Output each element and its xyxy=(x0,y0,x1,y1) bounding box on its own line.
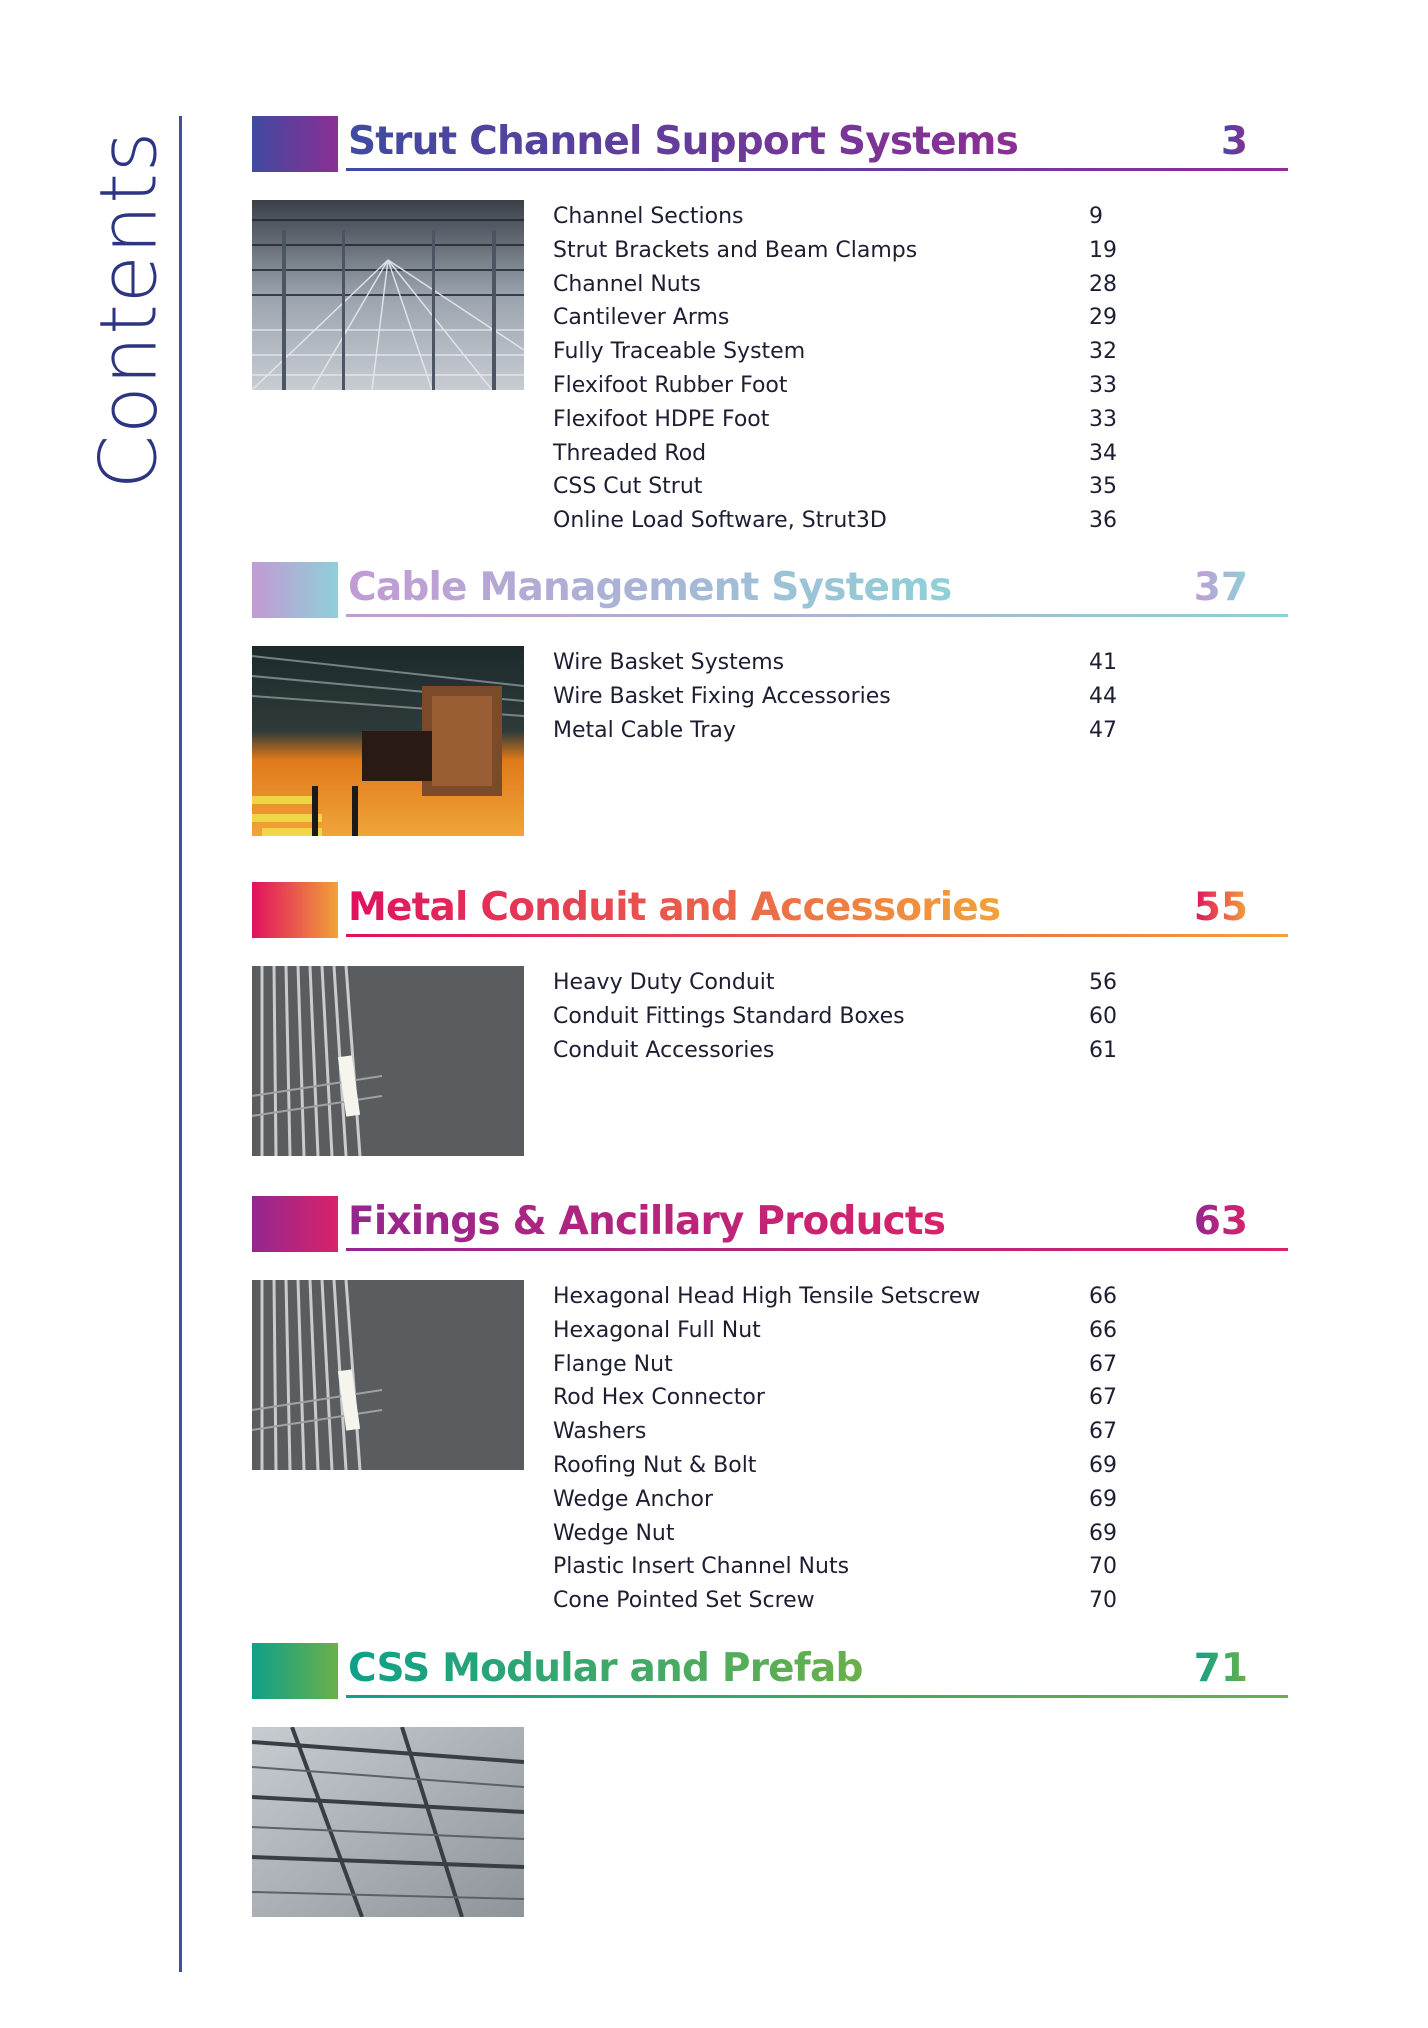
toc-entry-label: Channel Sections xyxy=(553,204,744,229)
toc-entry-label: Channel Nuts xyxy=(553,271,701,297)
section-header xyxy=(252,882,1288,940)
toc-entry[interactable] xyxy=(553,966,1153,1000)
toc-entry[interactable] xyxy=(553,680,1153,714)
toc-entry-page: 41 xyxy=(1089,650,1117,675)
toc-entry-page: 56 xyxy=(1089,970,1117,995)
toc-entry-page: 47 xyxy=(1089,717,1117,743)
toc-entry-label: Heavy Duty Conduit xyxy=(553,970,775,995)
toc-entry-label: Metal Cable Tray xyxy=(553,717,736,743)
section-css-modular-prefab xyxy=(252,1643,1288,1701)
toc-entry[interactable] xyxy=(553,714,1153,748)
toc-entry-page: 66 xyxy=(1089,1284,1117,1309)
section-underline xyxy=(346,168,1288,171)
toc-entry[interactable] xyxy=(553,470,1153,504)
toc-entry-label: Hexagonal Full Nut xyxy=(553,1317,761,1343)
toc-entry-page: 69 xyxy=(1089,1520,1117,1546)
toc-entry[interactable] xyxy=(553,403,1153,437)
toc-entry-label: Cone Pointed Set Screw xyxy=(553,1588,815,1614)
section-photo-conduit-ceiling xyxy=(252,966,524,1156)
toc-entry-label: Conduit Accessories xyxy=(553,1037,775,1063)
section-photo-conduit-ceiling-2 xyxy=(252,1280,524,1470)
section-page-number[interactable]: 37 xyxy=(1193,565,1248,610)
toc-entry[interactable] xyxy=(553,437,1153,471)
section-title[interactable]: Cable Management Systems xyxy=(348,565,952,610)
toc-entry-label: Cantilever Arms xyxy=(553,305,730,331)
section-page-number[interactable]: 63 xyxy=(1193,1199,1248,1244)
toc-entry-label: Hexagonal Head High Tensile Setscrew xyxy=(553,1284,981,1309)
toc-entry-label: CSS Cut Strut xyxy=(553,474,703,500)
toc-entry-page: 19 xyxy=(1089,237,1117,263)
section-fixings-ancillary xyxy=(252,1196,1288,1614)
toc-entry[interactable] xyxy=(553,1584,1153,1618)
toc-entry-page: 70 xyxy=(1089,1588,1117,1614)
toc-entry[interactable] xyxy=(553,1381,1153,1415)
section-color-swatch xyxy=(252,116,338,172)
toc-entry-label: Fully Traceable System xyxy=(553,339,806,365)
toc-entry[interactable] xyxy=(553,234,1153,268)
section-header xyxy=(252,1196,1288,1254)
toc-entry-label: Threaded Rod xyxy=(553,440,707,466)
section-underline xyxy=(346,1695,1288,1698)
section-strut-channel xyxy=(252,116,1288,534)
toc-entry-page: 29 xyxy=(1089,305,1117,331)
toc-entry-page: 34 xyxy=(1089,440,1117,466)
toc-entry-label: Flexifoot HDPE Foot xyxy=(553,406,770,432)
toc-entry-label: Online Load Software, Strut3D xyxy=(553,508,887,534)
toc-entry-label: Conduit Fittings Standard Boxes xyxy=(553,1003,905,1029)
toc-entry-page: 28 xyxy=(1089,271,1117,297)
toc-entry-label: Flange Nut xyxy=(553,1351,673,1377)
section-photo-prefab-frame xyxy=(252,1727,524,1917)
toc-entry[interactable] xyxy=(553,1483,1153,1517)
section-underline xyxy=(346,614,1288,617)
toc-entry-page: 9 xyxy=(1089,204,1103,229)
toc-entry[interactable] xyxy=(553,1314,1153,1348)
toc-entry-page: 70 xyxy=(1089,1554,1117,1580)
section-header xyxy=(252,116,1288,174)
toc-entry-page: 60 xyxy=(1089,1003,1117,1029)
contents-side-title xyxy=(84,130,175,490)
section-photo-data-center xyxy=(252,646,524,836)
contents-side-title-text: Contents xyxy=(84,130,175,490)
toc-entry-label: Wedge Nut xyxy=(553,1520,675,1546)
toc-entry[interactable] xyxy=(553,504,1153,538)
toc-entry-label: Plastic Insert Channel Nuts xyxy=(553,1554,850,1580)
toc-entry[interactable] xyxy=(553,1000,1153,1034)
toc-entry-page: 69 xyxy=(1089,1452,1117,1478)
toc-entry[interactable] xyxy=(553,268,1153,302)
toc-entry-label: Roofing Nut & Bolt xyxy=(553,1452,757,1478)
toc-entry[interactable] xyxy=(553,200,1153,234)
toc-entry-page: 67 xyxy=(1089,1419,1117,1445)
toc-entry-page: 69 xyxy=(1089,1486,1117,1512)
toc-entry-page: 44 xyxy=(1089,683,1117,709)
section-entry-list xyxy=(553,200,1153,538)
section-entry-list xyxy=(553,966,1153,1067)
section-title[interactable]: Strut Channel Support Systems xyxy=(348,119,1018,164)
section-color-swatch xyxy=(252,1643,338,1699)
toc-entry[interactable] xyxy=(553,1550,1153,1584)
section-page-number[interactable]: 3 xyxy=(1220,119,1248,164)
toc-entry[interactable] xyxy=(553,1034,1153,1068)
section-title[interactable]: Fixings & Ancillary Products xyxy=(348,1199,946,1244)
sidebar-divider xyxy=(179,116,182,1972)
toc-entry[interactable] xyxy=(553,1449,1153,1483)
section-underline xyxy=(346,934,1288,937)
toc-entry[interactable] xyxy=(553,301,1153,335)
toc-entry-label: Strut Brackets and Beam Clamps xyxy=(553,237,918,263)
section-entry-list xyxy=(553,646,1153,747)
toc-entry[interactable] xyxy=(553,335,1153,369)
toc-entry[interactable] xyxy=(553,646,1153,680)
toc-entry-label: Flexifoot Rubber Foot xyxy=(553,372,788,398)
section-title[interactable]: Metal Conduit and Accessories xyxy=(348,885,1001,930)
toc-entry-label: Rod Hex Connector xyxy=(553,1385,765,1411)
toc-entry-page: 66 xyxy=(1089,1317,1117,1343)
section-photo-warehouse-ceiling xyxy=(252,200,524,390)
section-color-swatch xyxy=(252,1196,338,1252)
section-header xyxy=(252,562,1288,620)
toc-entry-page: 33 xyxy=(1089,372,1117,398)
section-cable-management xyxy=(252,562,1288,743)
toc-entry-page: 67 xyxy=(1089,1351,1117,1377)
toc-entry-page: 32 xyxy=(1089,339,1117,365)
section-header xyxy=(252,1643,1288,1701)
toc-entry-label: Wire Basket Systems xyxy=(553,650,785,675)
toc-entry-page: 35 xyxy=(1089,474,1117,500)
toc-entry[interactable] xyxy=(553,1415,1153,1449)
section-underline xyxy=(346,1248,1288,1251)
section-title[interactable]: CSS Modular and Prefab xyxy=(348,1646,863,1691)
section-metal-conduit xyxy=(252,882,1288,1063)
toc-entry[interactable] xyxy=(553,1517,1153,1551)
toc-entry[interactable] xyxy=(553,1348,1153,1382)
toc-entry[interactable] xyxy=(553,369,1153,403)
toc-entry-page: 67 xyxy=(1089,1385,1117,1411)
toc-entry-label: Wedge Anchor xyxy=(553,1486,713,1512)
toc-entry-page: 33 xyxy=(1089,406,1117,432)
toc-entry-page: 61 xyxy=(1089,1037,1117,1063)
section-page-number[interactable]: 55 xyxy=(1193,885,1248,930)
section-color-swatch xyxy=(252,562,338,618)
toc-entry[interactable] xyxy=(553,1280,1153,1314)
section-page-number[interactable]: 71 xyxy=(1193,1646,1248,1691)
toc-entry-label: Washers xyxy=(553,1419,647,1445)
section-entry-list xyxy=(553,1280,1153,1618)
toc-entry-page: 36 xyxy=(1089,508,1117,534)
section-color-swatch xyxy=(252,882,338,938)
toc-entry-label: Wire Basket Fixing Accessories xyxy=(553,683,891,709)
